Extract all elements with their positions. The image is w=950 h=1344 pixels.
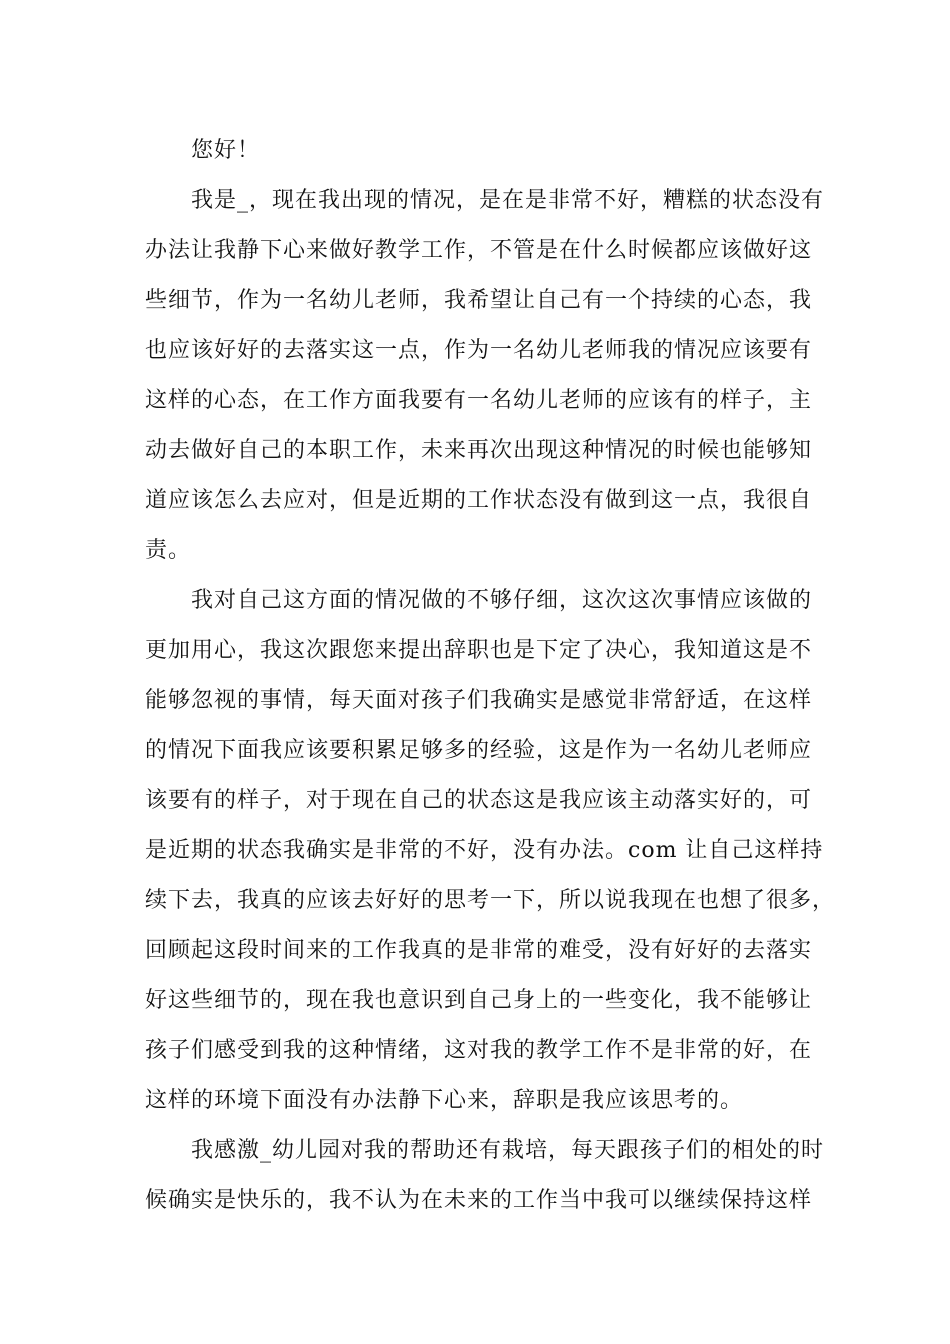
paragraph-line: 办法让我静下心来做好教学工作，不管是在什么时候都应该做好这 — [145, 238, 813, 263]
paragraph-line: 孩子们感受到我的这种情绪，这对我的教学工作不是非常的好，在 — [145, 1038, 813, 1063]
paragraph-2 — [145, 576, 836, 1126]
greeting: 您好！ — [191, 138, 261, 163]
paragraph-line: 道应该怎么去应对，但是近期的工作状态没有做到这一点，我很自 — [145, 488, 813, 513]
paragraph-line: 这样的心态，在工作方面我要有一名幼儿老师的应该有的样子，主 — [145, 388, 813, 413]
paragraph-line: 这样的环境下面没有办法静下心来，辞职是我应该思考的。 — [145, 1088, 744, 1113]
paragraph-line: 我感激_幼儿园对我的帮助还有栽培，每天跟孩子们的相处的时 — [191, 1138, 825, 1163]
paragraph-3 — [145, 1126, 825, 1226]
paragraph-line: 候确实是快乐的，我不认为在未来的工作当中我可以继续保持这样 — [145, 1188, 813, 1213]
paragraph-line: 我是_，现在我出现的情况，是在是非常不好，糟糕的状态没有 — [191, 188, 825, 213]
paragraph-1 — [145, 176, 825, 576]
paragraph-line: 续下去，我真的应该去好好的思考一下，所以说我现在也想了很多， — [145, 888, 836, 913]
paragraph-line: 回顾起这段时间来的工作我真的是非常的难受，没有好好的去落实 — [145, 938, 813, 963]
paragraph-line: 些细节，作为一名幼儿老师，我希望让自己有一个持续的心态，我 — [145, 288, 813, 313]
paragraph-line: 责。 — [145, 538, 192, 563]
document-body — [145, 126, 836, 1226]
paragraph-line: 动去做好自己的本职工作，未来再次出现这种情况的时候也能够知 — [145, 438, 813, 463]
paragraph-line: 是近期的状态我确实是非常的不好，没有办法。com 让自己这样持 — [145, 838, 824, 863]
paragraph-line: 更加用心，我这次跟您来提出辞职也是下定了决心，我知道这是不 — [145, 638, 813, 663]
paragraph-line: 该要有的样子，对于现在自己的状态这是我应该主动落实好的，可 — [145, 788, 813, 813]
paragraph-line: 我对自己这方面的情况做的不够仔细，这次这次事情应该做的 — [191, 588, 813, 613]
paragraph-line: 能够忽视的事情，每天面对孩子们我确实是感觉非常舒适，在这样 — [145, 688, 813, 713]
paragraph-line: 也应该好好的去落实这一点，作为一名幼儿老师我的情况应该要有 — [145, 338, 813, 363]
paragraph-line: 的情况下面我应该要积累足够多的经验，这是作为一名幼儿老师应 — [145, 738, 813, 763]
paragraph-line: 好这些细节的，现在我也意识到自己身上的一些变化，我不能够让 — [145, 988, 813, 1013]
